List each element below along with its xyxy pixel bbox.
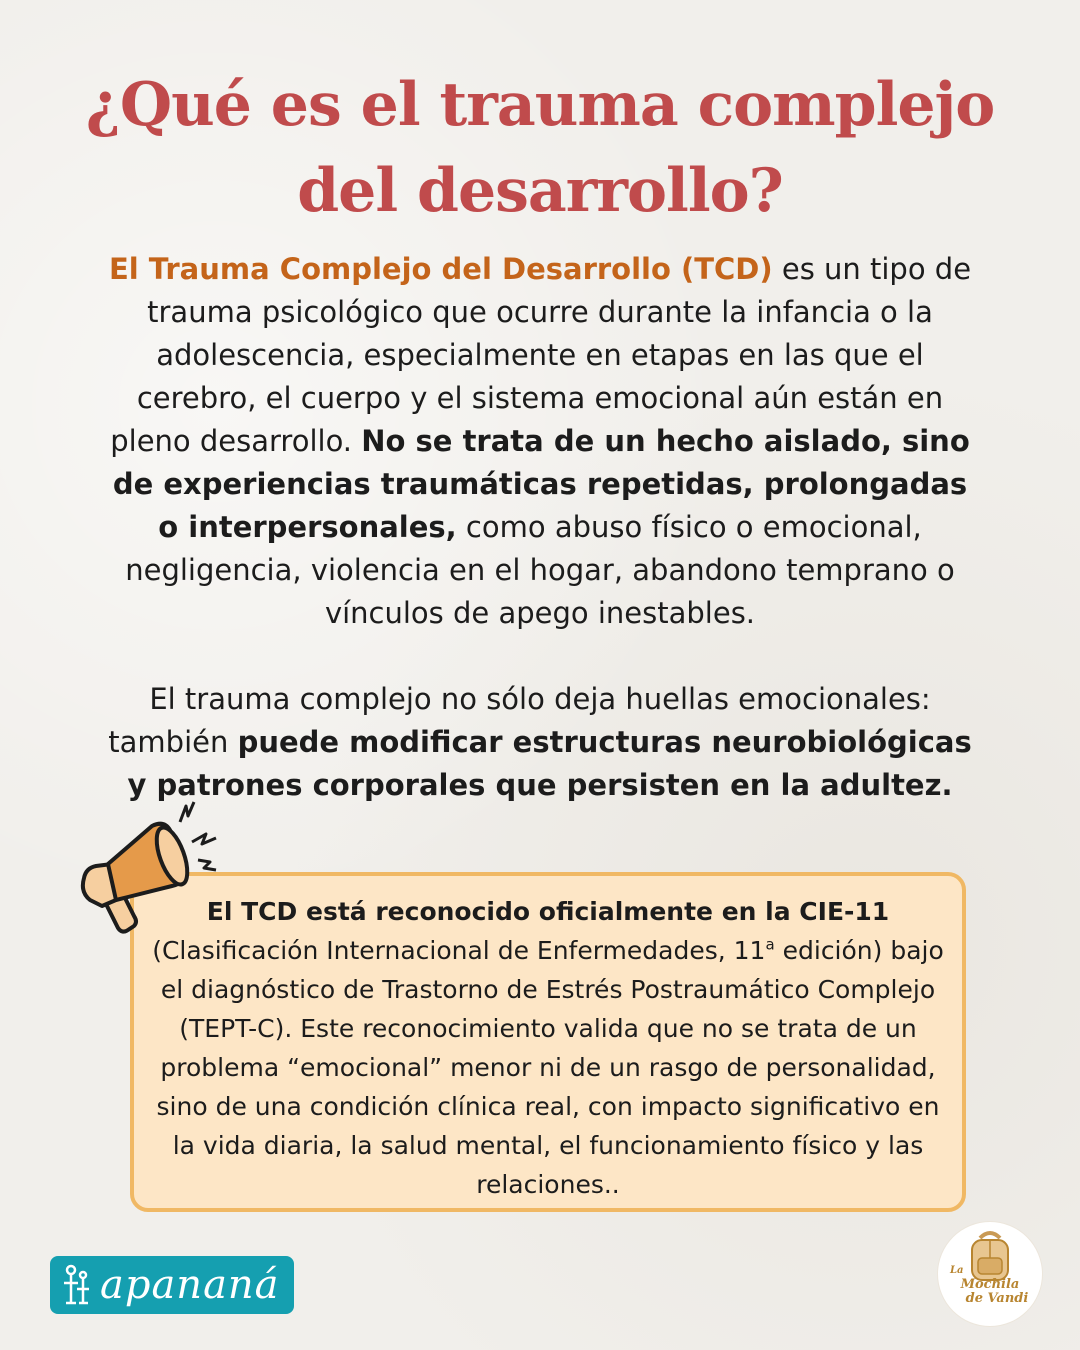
- tcd-highlight: El Trauma Complejo del Desarrollo (TCD): [108, 252, 773, 286]
- mochila-line-1: La: [950, 1265, 964, 1276]
- callout-text-1: (Clasificación Internacional de Enfermedades, 11: [152, 936, 766, 965]
- apanana-mark-icon: [60, 1263, 94, 1307]
- mochila-line-3: de Vandi: [965, 1291, 1029, 1306]
- mochila-de-vandi-logo: [938, 1222, 1042, 1326]
- intro-paragraph: [100, 248, 980, 635]
- apanana-wordmark: apananá: [100, 1262, 280, 1308]
- title-line-2: del desarrollo?: [297, 156, 783, 226]
- title-line-1: ¿Qué es el trauma complejo: [85, 70, 995, 140]
- intro-text-2: como abuso físico o emocional, negligencia, violencia en el hogar, abandono temprano o vínculos de apego inestables.: [125, 510, 955, 630]
- mochila-text: [938, 1264, 1042, 1306]
- page-title: [0, 62, 1080, 234]
- megaphone-icon: [72, 800, 222, 940]
- second-text-1: El trauma complejo no sólo deja huellas emocionales: también: [108, 682, 931, 759]
- cie11-callout-box: [130, 872, 966, 1212]
- second-bold: puede modificar estructuras neurobiológicas y patrones corporales que persisten en la adultez.: [127, 725, 972, 802]
- callout-lead: El TCD está reconocido oficialmente en la CIE-11: [206, 897, 890, 926]
- callout-superscript: a: [765, 935, 775, 954]
- apanana-logo: [50, 1256, 294, 1314]
- mochila-line-2: Mochila: [960, 1277, 1020, 1292]
- intro-bold: No se trata de un hecho aislado, sino de experiencias traumáticas repetidas, prolongadas o interpersonales,: [112, 424, 970, 544]
- intro-text-1: es un tipo de trauma psicológico que ocurre durante la infancia o la adolescencia, especialmente en etapas en las que el cerebro, el cuerpo y el sistema emocional aún están en pleno desarrollo.: [110, 252, 972, 458]
- second-paragraph: [100, 678, 980, 807]
- callout-text-2: edición) bajo el diagnóstico de Trastorno de Estrés Postraumático Complejo (TEPT-C). Este reconocimiento valida que no se trata de un problema “emocional” menor ni de un rasgo de personalidad, sino de una condición clínica real, con impacto significativo en la vida diaria, la salud mental, el funcionamiento físico y las relaciones..: [156, 936, 944, 1199]
